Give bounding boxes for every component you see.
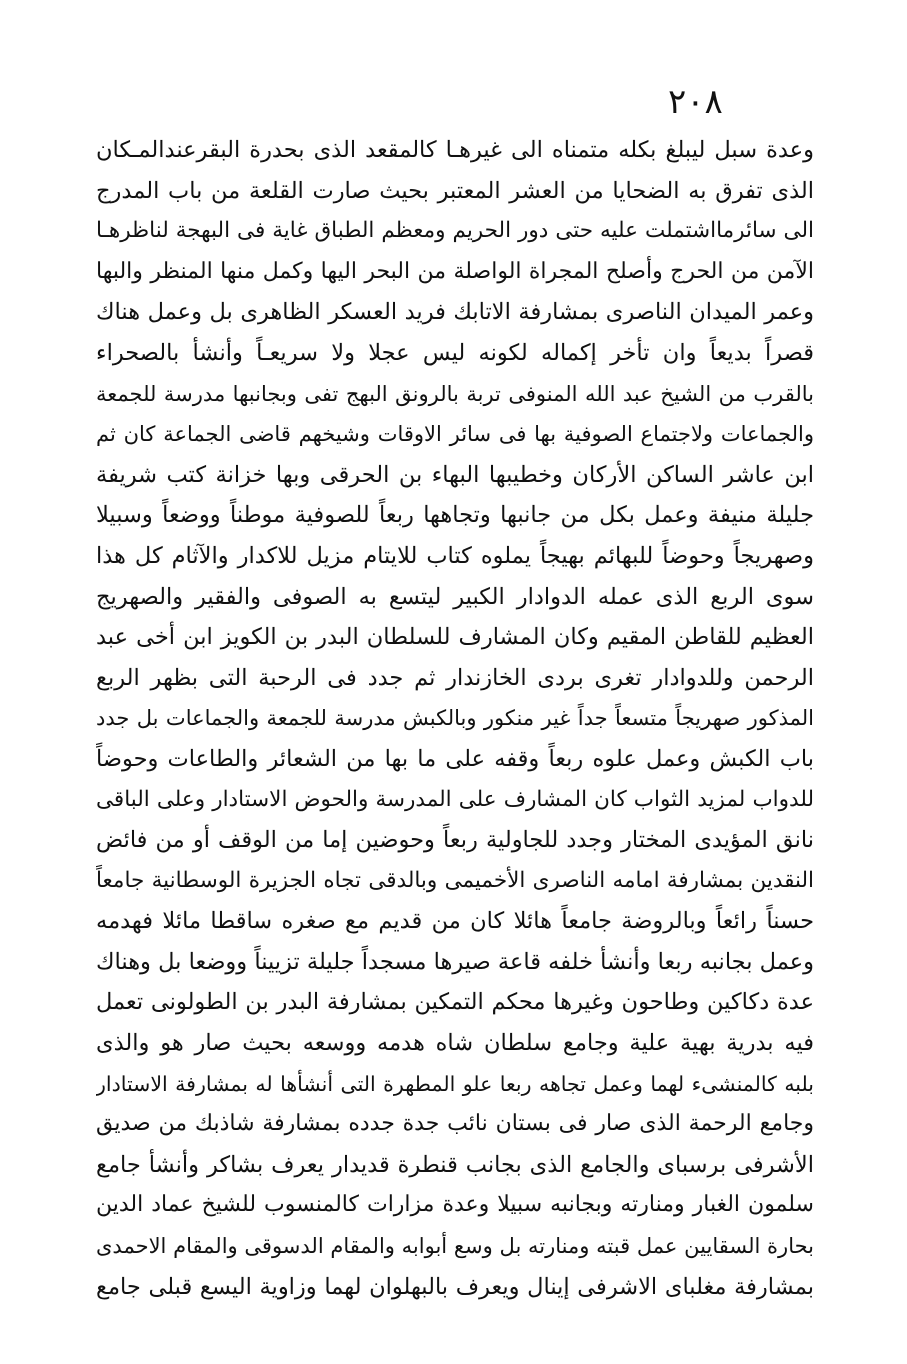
text-line: الرحمن وللدوادار تغرى بردى الخازندار ثم جدد فى الرحبة التى بظهر الربع bbox=[96, 664, 814, 691]
text-line: وعدة سبل ليبلغ بكله متمناه الى غيرهـا كالمقعد الذى بحدرة البقرعندالمـكان bbox=[96, 137, 814, 163]
text-line: جليلة منيفة وعمل بكل من جانبها وتجاهها ربعاً للصوفية موطناً ووضعاً وسبيلا bbox=[96, 502, 814, 529]
text-line: ابن عاشر الساكن الأركان وخطيبها البهاء بن الحرقى وبها خزانة كتب شريفة bbox=[96, 461, 814, 488]
text-line: والجماعات ولاجتماع الصوفية بها فى سائر الاوقات وشيخهم قاضى الجماعة كان ثم bbox=[96, 422, 814, 447]
text-line: بحارة السقايين عمل قبته ومنارته بل وسع أبوابه والمقام الدسوقى والمقام الاحمدى bbox=[96, 1234, 814, 1259]
text-line: باب الكبش وعمل علوه ربعاً وقفه على ما بها من الشعائر والطاعات وحوضاً bbox=[96, 745, 814, 772]
page-number: ٢٠٨ bbox=[668, 82, 723, 122]
text-line: حسناً رائعاً وبالروضة جامعاً هائلا كان من قديم مع صغره ساقطا مائلا فهدمه bbox=[96, 908, 814, 935]
text-line: وعمل بجانبه ربعا وأنشأ خلفه قاعة صيرها مسجداً جليلة تزييناً ووضعا بل وهناك bbox=[96, 948, 814, 975]
text-line: عدة دكاكين وطاحون وغيرها محكم التمكين بمشارفة البدر بن الطولونى تعمل bbox=[96, 989, 814, 1016]
text-line: بمشارفة مغلباى الاشرفى إينال ويعرف بالبهلوان لهما وزاوية اليسع قبلى جامع bbox=[96, 1273, 814, 1300]
text-line: العظيم للقاطن المقيم وكان المشارف للسلطان البدر بن الكويز ابن أخى عبد bbox=[96, 624, 814, 651]
text-line: نانق المؤيدى المختار وجدد للجاولية ربعاً وحوضين إما من الوقف أو من فائض bbox=[96, 827, 814, 854]
text-line: الأشرفى برسباى والجامع الذى بجانب قنطرة قديدار يعرف بشاكر وأنشأ جامع bbox=[96, 1151, 814, 1178]
text-line: سلمون الغبار ومنارته وبجانبه سبيلا وعدة مزارات كالمنسوب للشيخ عماد الدين bbox=[96, 1192, 814, 1218]
text-line: وعمر الميدان الناصرى بمشارفة الاتابك فريد العسكر الظاهرى بل وعمل هناك bbox=[96, 299, 814, 326]
text-line: وصهريجاً وحوضاً للبهائم بهيجاً يملوه كتاب للايتام مزيل للاكدار والآثام كل هذا bbox=[96, 542, 814, 569]
body-text bbox=[96, 130, 814, 1307]
text-line: للدواب لمزيد الثواب كان المشارف على المدرسة والحوض الاستادار وعلى الباقى bbox=[96, 786, 814, 812]
text-line: الى سائرمااشتملت عليه حتى دور الحريم ومعظم الطباق غاية فى البهجة لناظرهـا bbox=[96, 218, 814, 244]
text-line: الآمن من الحرج وأصلح المجراة الواصلة من البحر اليها وكمل منها المنظر والبها bbox=[96, 258, 814, 284]
text-line: النقدين بمشارفة امامه الناصرى الأخميمى وبالدقى تجاه الجزيرة الوسطانية جامعاً bbox=[96, 867, 814, 893]
text-line: المذكور صهريجاً متسعاً جداً غير منكور وبالكبش مدرسة للجمعة والجماعات بل جدد bbox=[96, 706, 814, 731]
text-line: سوى الربع الذى عمله الدوادار الكبير ليتسع به الصوفى والفقير والصهريج bbox=[96, 583, 814, 610]
text-line: وجامع الرحمة الذى صار فى بستان نائب جدة جدده بمشارفة شاذبك من صديق bbox=[96, 1111, 814, 1137]
text-line: الذى تفرق به الضحايا من العشر المعتبر بحيث صارت القلعة من باب المدرج bbox=[96, 177, 814, 204]
text-line: بلبه كالمنشىء لهما وعمل تجاهه ربعا علو المطهرة التى أنشأها له بمشارفة الاستادار bbox=[96, 1071, 814, 1096]
text-line: بالقرب من الشيخ عبد الله المنوفى تربة بالرونق البهج تفى وبجانبها مدرسة للجمعة bbox=[96, 381, 814, 406]
text-line: قصراً بديعاً وان تأخر إكماله لكونه ليس عجلا ولا سريعـاً وأنشأ بالصحراء bbox=[96, 339, 814, 366]
text-line: فيه بدرية بهية علية وجامع سلطان شاه هدمه ووسعه بحيث صار هو والذى bbox=[96, 1030, 814, 1057]
